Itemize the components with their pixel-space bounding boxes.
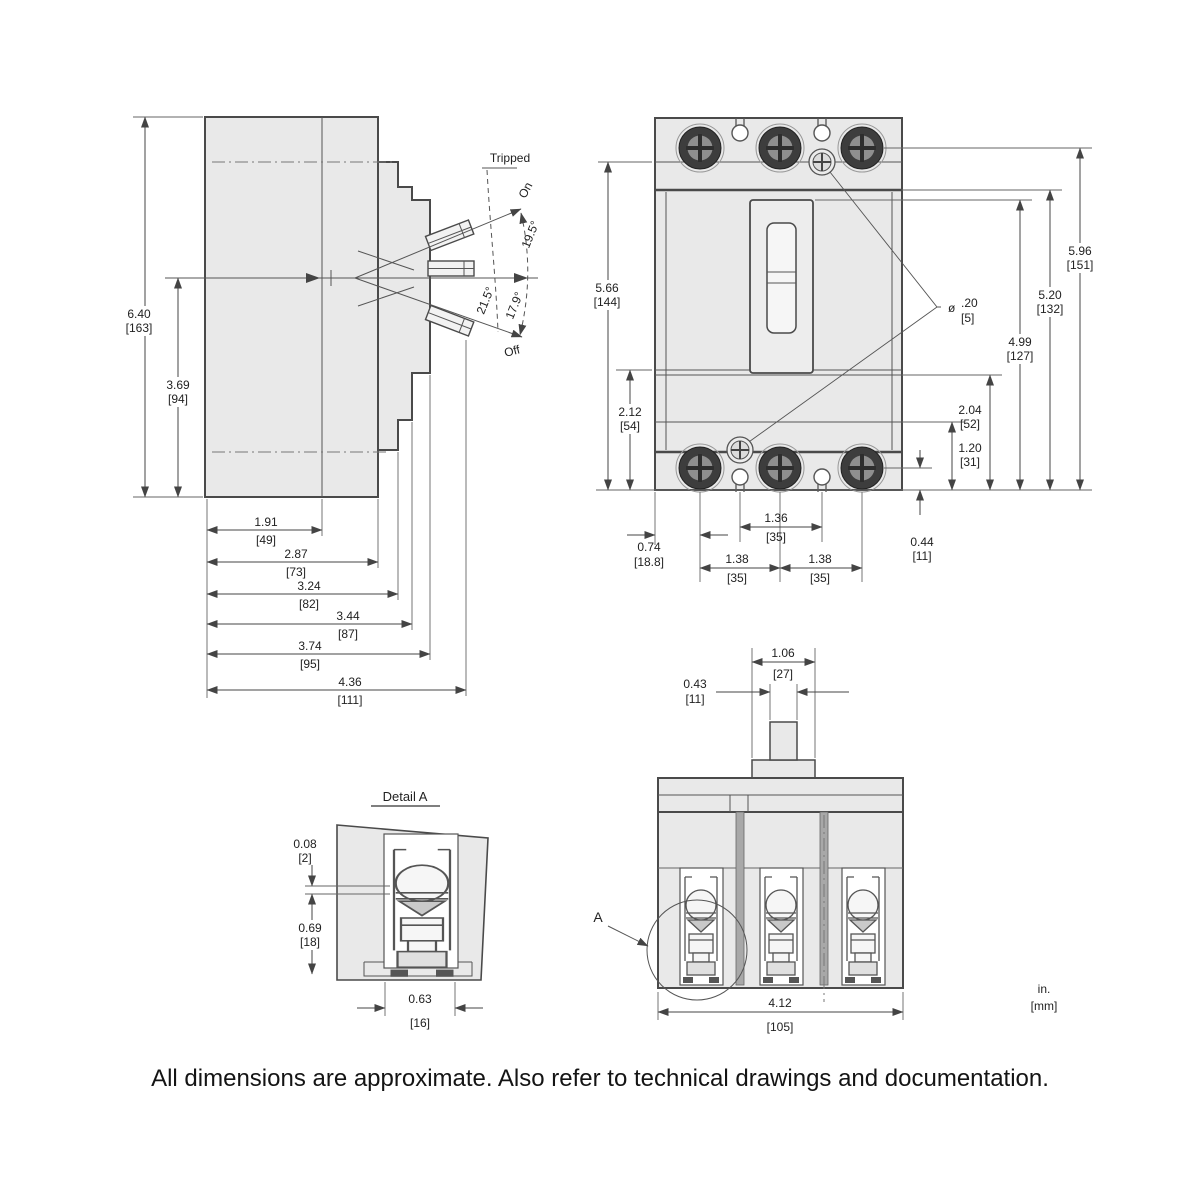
units-note <box>1031 982 1058 1013</box>
off-label: Off <box>502 342 522 360</box>
terminal-screw <box>756 444 804 492</box>
dim-text: [11] <box>685 692 705 706</box>
terminal-screw <box>838 444 886 492</box>
dim-text: [54] <box>619 419 641 433</box>
terminal-screw <box>676 124 724 172</box>
dim-text: [5] <box>961 311 975 325</box>
terminal-stab-middle <box>428 261 474 276</box>
dim-text: [163] <box>125 321 153 335</box>
dim-text: [49] <box>255 533 277 547</box>
dim-text: 5.66 <box>595 281 619 295</box>
toggle-handle <box>750 200 813 373</box>
terminal-screw <box>676 444 724 492</box>
handle-pedestal <box>752 760 815 778</box>
bottom-view <box>593 646 903 1034</box>
dim-text: [87] <box>337 627 359 641</box>
dim-detail-lip <box>286 837 324 886</box>
dim-text: 4.99 <box>1008 335 1032 349</box>
detail-a-leader <box>608 926 648 946</box>
terminal-screw <box>756 124 804 172</box>
dim-detail-height <box>290 894 330 974</box>
dim-text: 2.87 <box>284 547 308 561</box>
dim-text: [35] <box>765 530 787 544</box>
angle-on: 19.5° <box>518 218 543 251</box>
dim-text: 1.38 <box>725 552 749 566</box>
dim-text: 3.69 <box>166 378 190 392</box>
dim-front-bottom <box>627 492 862 585</box>
units-mm: [mm] <box>1030 999 1058 1013</box>
footer-note: All dimensions are approximate. Also refer to technical drawings and documentation. <box>151 1065 1049 1092</box>
dim-text: 5.96 <box>1068 244 1092 258</box>
dim-text: 4.36 <box>338 675 362 689</box>
dim-text: [11] <box>912 549 932 563</box>
side-view-body <box>205 117 378 497</box>
dim-text: [151] <box>1066 258 1094 272</box>
dim-text: [132] <box>1036 302 1064 316</box>
dim-text: 1.06 <box>771 646 795 660</box>
dim-text: [144] <box>593 295 621 309</box>
dim-text: [18.8] <box>633 555 665 569</box>
dim-text: [31] <box>959 455 981 469</box>
mounting-screw <box>809 149 835 175</box>
pole-separator <box>736 812 744 985</box>
dim-text: 4.12 <box>768 996 792 1010</box>
tripped-label: Tripped <box>489 151 531 165</box>
dim-text: 0.44 <box>910 535 934 549</box>
dim-front-left <box>588 162 652 490</box>
centerline-arrow-right <box>514 273 528 283</box>
dim-detail-width <box>357 982 483 1030</box>
dim-text: 0.08 <box>293 837 317 851</box>
dim-text: 1.20 <box>958 441 982 455</box>
mounting-hole-callout <box>948 296 978 325</box>
dim-text: 3.44 <box>336 609 360 623</box>
detail-a-marker: A <box>593 909 603 925</box>
dim-text: 2.04 <box>958 403 982 417</box>
dim-text: [18] <box>299 935 321 949</box>
dim-text: [35] <box>726 571 748 585</box>
dim-text: 1.36 <box>764 511 788 525</box>
detail-a-title: Detail A <box>382 789 428 804</box>
dim-text: [111] <box>337 693 363 707</box>
dim-text: [27] <box>772 667 794 681</box>
dim-side-overall-height <box>120 117 203 497</box>
dim-text: [105] <box>766 1020 794 1034</box>
dim-text: [16] <box>409 1016 431 1030</box>
dim-bottom-overall-width <box>658 992 903 1034</box>
side-view <box>120 117 542 707</box>
dim-text: [73] <box>285 565 307 579</box>
dim-text: .20 <box>961 296 978 310</box>
dim-text: 5.20 <box>1038 288 1062 302</box>
dim-text: [127] <box>1006 349 1034 363</box>
terminal-stab-bottom <box>425 306 473 336</box>
dim-text: 6.40 <box>127 307 151 321</box>
handle-knob <box>770 722 797 760</box>
angle-off: 17.9° <box>502 289 527 322</box>
on-label: On <box>515 179 536 201</box>
detail-a-view <box>286 789 488 1030</box>
front-view <box>588 118 1101 585</box>
toggle-knob <box>767 223 796 333</box>
dim-text: 3.74 <box>298 639 322 653</box>
dim-handle-width <box>683 677 849 720</box>
units-inches: in. <box>1037 982 1051 996</box>
terminal-screw <box>838 124 886 172</box>
dim-text: 3.24 <box>297 579 321 593</box>
dim-text: ø <box>948 301 956 315</box>
dim-text: 0.43 <box>683 677 707 691</box>
dim-text: 0.69 <box>298 921 322 935</box>
dim-text: [95] <box>299 657 321 671</box>
angle-tripped: 21.5° <box>473 284 498 317</box>
mounting-screw <box>727 437 753 463</box>
dim-text: [82] <box>298 597 320 611</box>
dim-side-lower-height <box>158 278 198 497</box>
dim-text: 1.91 <box>254 515 278 529</box>
dim-text: 0.63 <box>408 992 432 1006</box>
side-view-step-profile <box>378 162 430 450</box>
dim-text: 2.12 <box>618 405 642 419</box>
dim-text: 1.38 <box>808 552 832 566</box>
dim-text: [52] <box>959 417 981 431</box>
dim-text: [2] <box>298 851 312 865</box>
dim-text: [35] <box>809 571 831 585</box>
dim-text: 0.74 <box>637 540 661 554</box>
dim-text: [94] <box>167 392 189 406</box>
